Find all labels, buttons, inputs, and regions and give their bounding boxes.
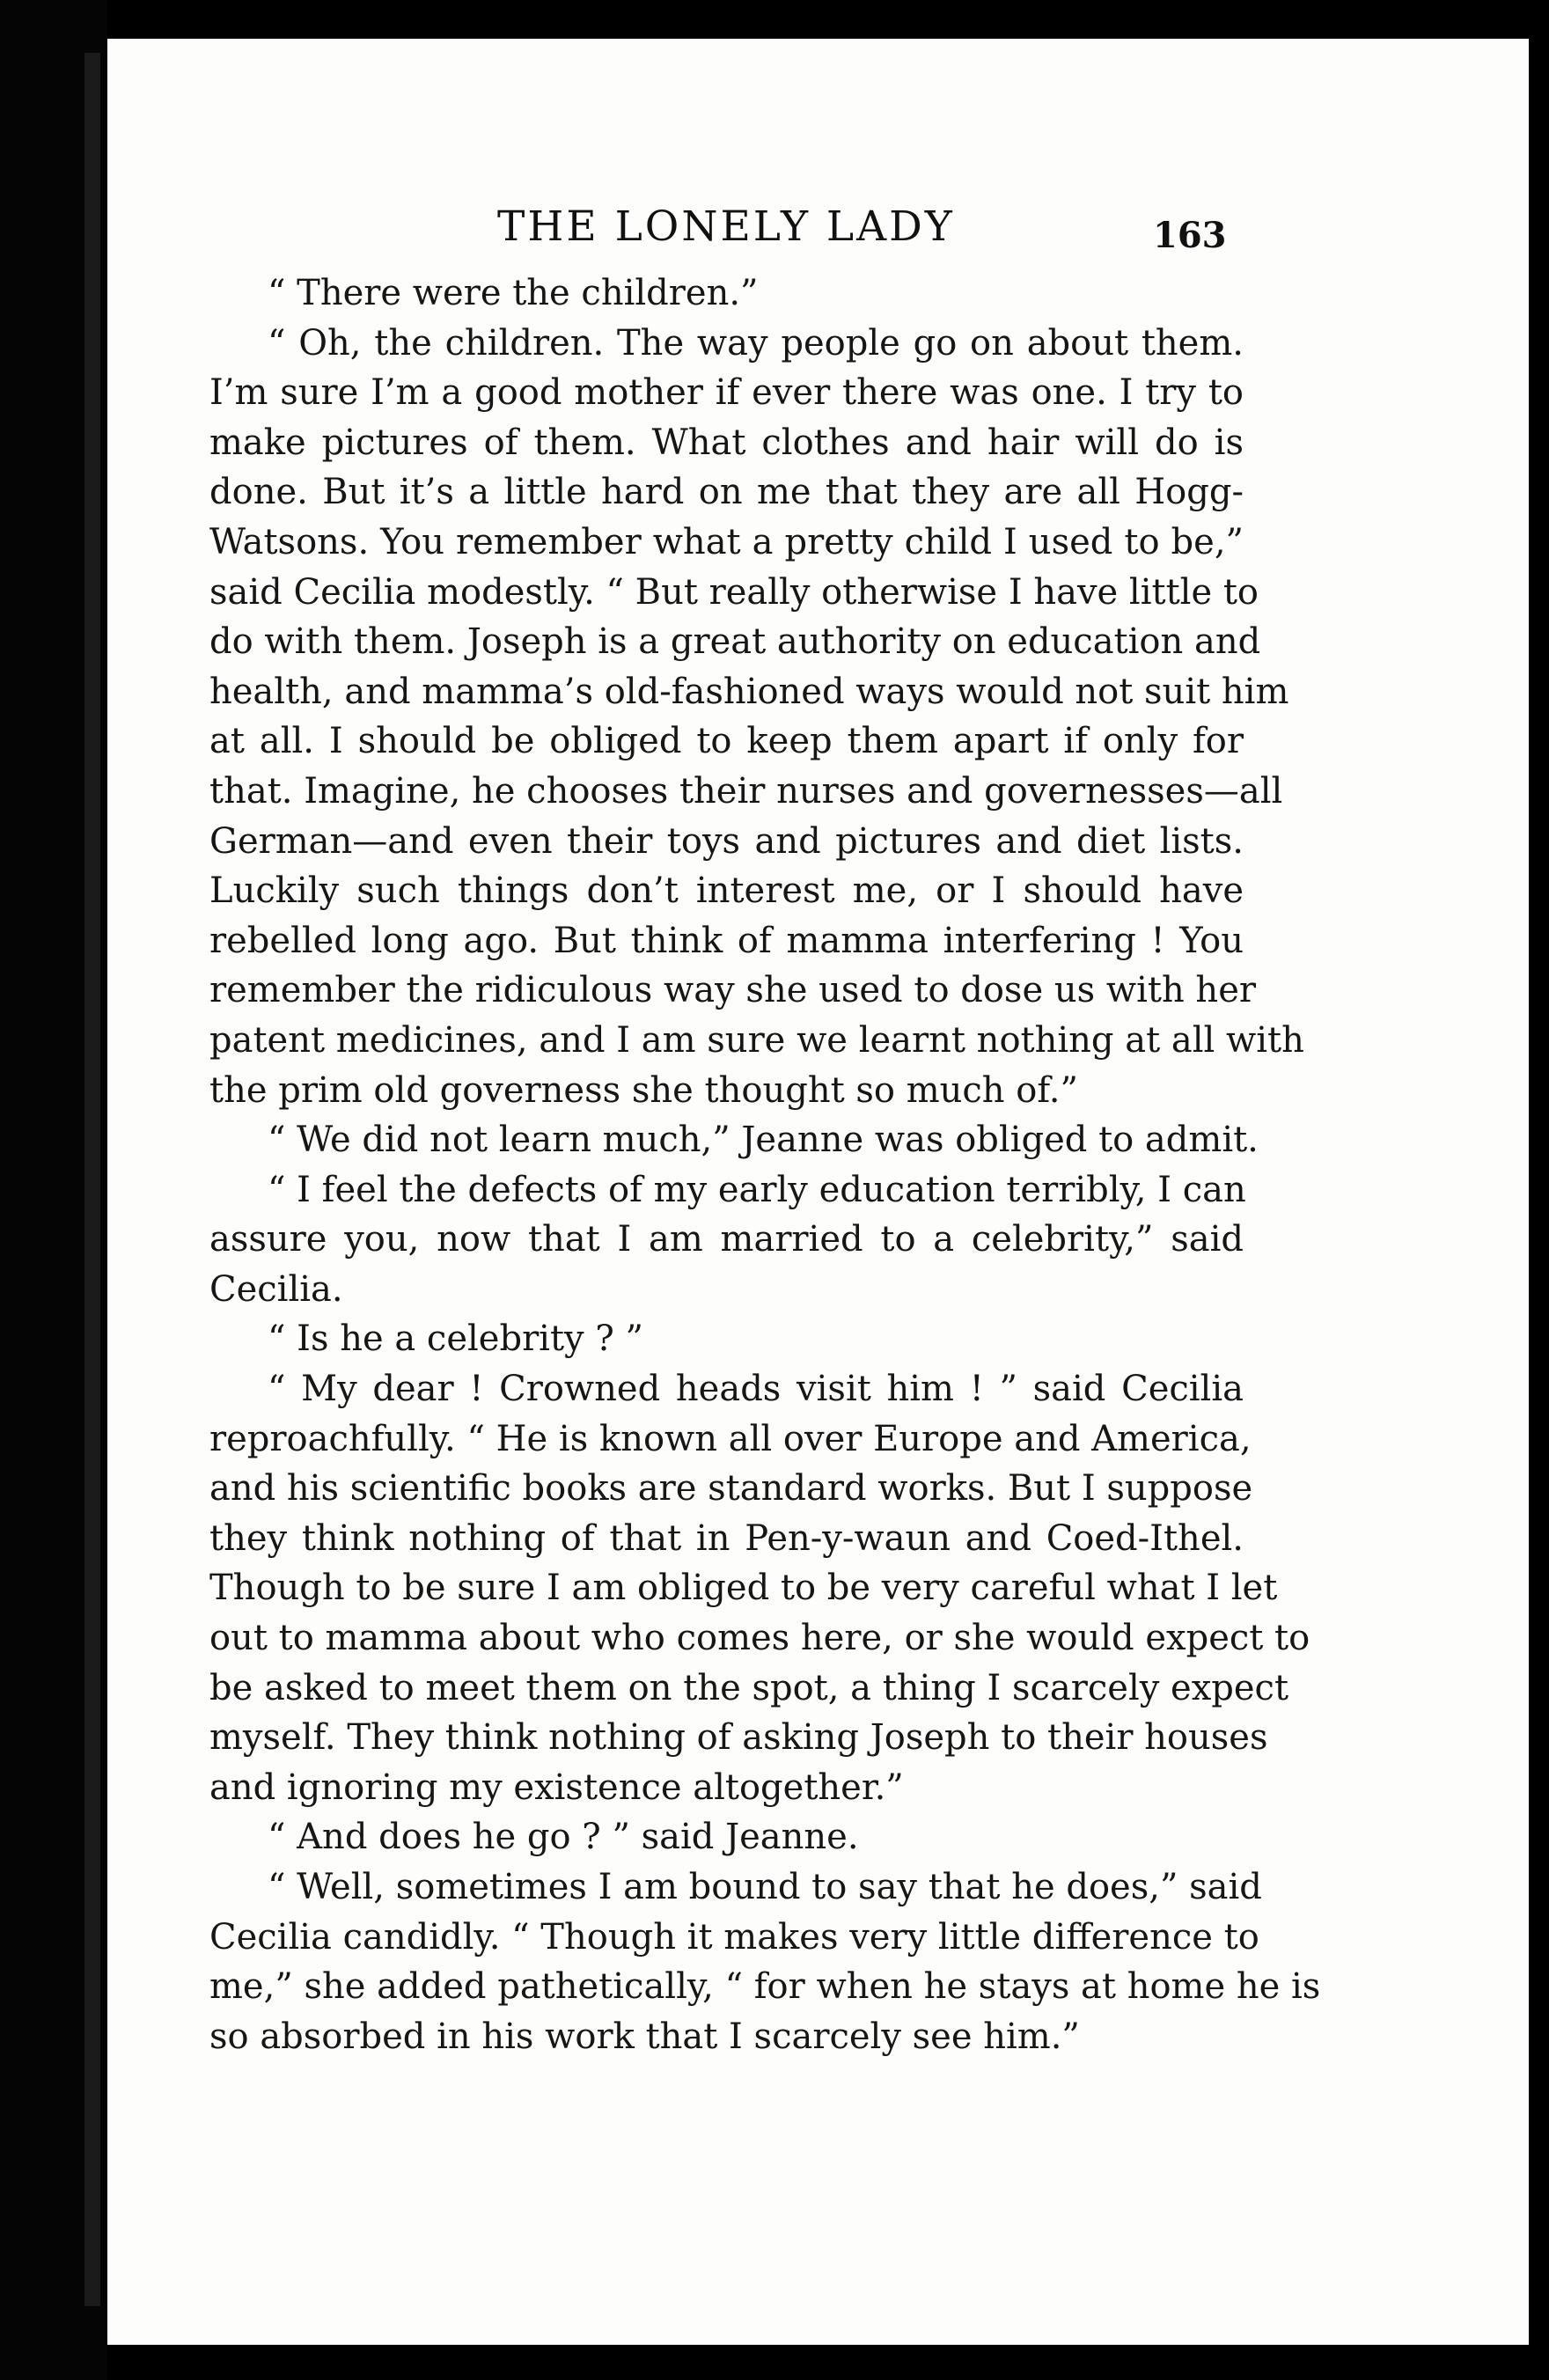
text-line: German—and even their toys and pictures and diet lists. [209,820,1244,862]
text-line: “ Well, sometimes I am bound to say that he does,” said [268,1867,1262,1907]
text-line: “ There were the children.” [268,273,759,313]
text-line: and ignoring my existence altogether.” [209,1767,904,1808]
page-gutter-edge [84,53,100,2306]
body-text [209,268,1321,2061]
text-line: “ My dear ! Crowned heads visit him ! ” said Cecilia [268,1369,1244,1410]
text-line: done. But it’s a little hard on me that they are all Hogg- [209,472,1244,513]
text-line: patent medicines, and I am sure we learnt nothing at all with [209,1019,1304,1061]
page-header [0,202,1549,264]
text-line: “ Is he a celebrity ? ” [268,1319,643,1360]
text-line: Though to be sure I am obliged to be very careful what I let [209,1568,1278,1609]
text-line: assure you, now that I am married to a celebrity,” said [209,1219,1244,1260]
text-line: Cecilia. [209,1268,343,1310]
text-line: “ We did not learn much,” Jeanne was obliged to admit. [268,1120,1259,1161]
text-line: health, and mamma’s old-fashioned ways would not suit him [209,671,1289,712]
text-line: “ Oh, the children. The way people go on about them. [268,322,1244,364]
text-line: be asked to meet them on the spot, a thing I scarcely expect [209,1667,1289,1708]
text-line: out to mamma about who comes here, or she would expect to [209,1618,1310,1659]
text-line: at all. I should be obliged to keep them apart if only for [209,721,1244,762]
text-line: said Cecilia modestly. “ But really otherwise I have little to [209,571,1259,613]
text-line: the prim old governess she thought so much of.” [209,1069,1078,1111]
text-line: and his scientific books are standard works. But I suppose [209,1468,1253,1510]
text-line: Cecilia candidly. “ Though it makes very little difference to [209,1916,1259,1958]
text-line: I’m sure I’m a good mother if ever there was one. I try to [209,372,1244,414]
text-line: they think nothing of that in Pen-y-waun and Coed-Ithel. [209,1517,1244,1559]
page-number: 163 [1153,215,1227,256]
text-line: Luckily such things don’t interest me, or I should have [209,870,1244,912]
text-line: so absorbed in his work that I scarcely see him.” [209,2016,1080,2057]
text-line: do with them. Joseph is a great authority on education and [209,621,1261,663]
text-line: me,” she added pathetically, “ for when he stays at home he is [209,1966,1321,2008]
text-line: myself. They think nothing of asking Joseph to their houses [209,1717,1268,1759]
text-line: that. Imagine, he chooses their nurses and governesses—all [209,770,1283,812]
running-title: THE LONELY LADY [497,202,955,251]
text-line: Watsons. You remember what a pretty child I used to be,” [209,521,1244,562]
text-line: “ And does he go ? ” said Jeanne. [268,1817,859,1858]
text-line: reproachfully. “ He is known all over Europe and America, [209,1418,1252,1459]
text-line: “ I feel the defects of my early education terribly, I can [268,1169,1246,1210]
text-line: rebelled long ago. But think of mamma interfering ! You [209,920,1244,961]
text-line: remember the ridiculous way she used to dose us with her [209,970,1256,1011]
text-line: make pictures of them. What clothes and hair will do is [209,422,1244,463]
